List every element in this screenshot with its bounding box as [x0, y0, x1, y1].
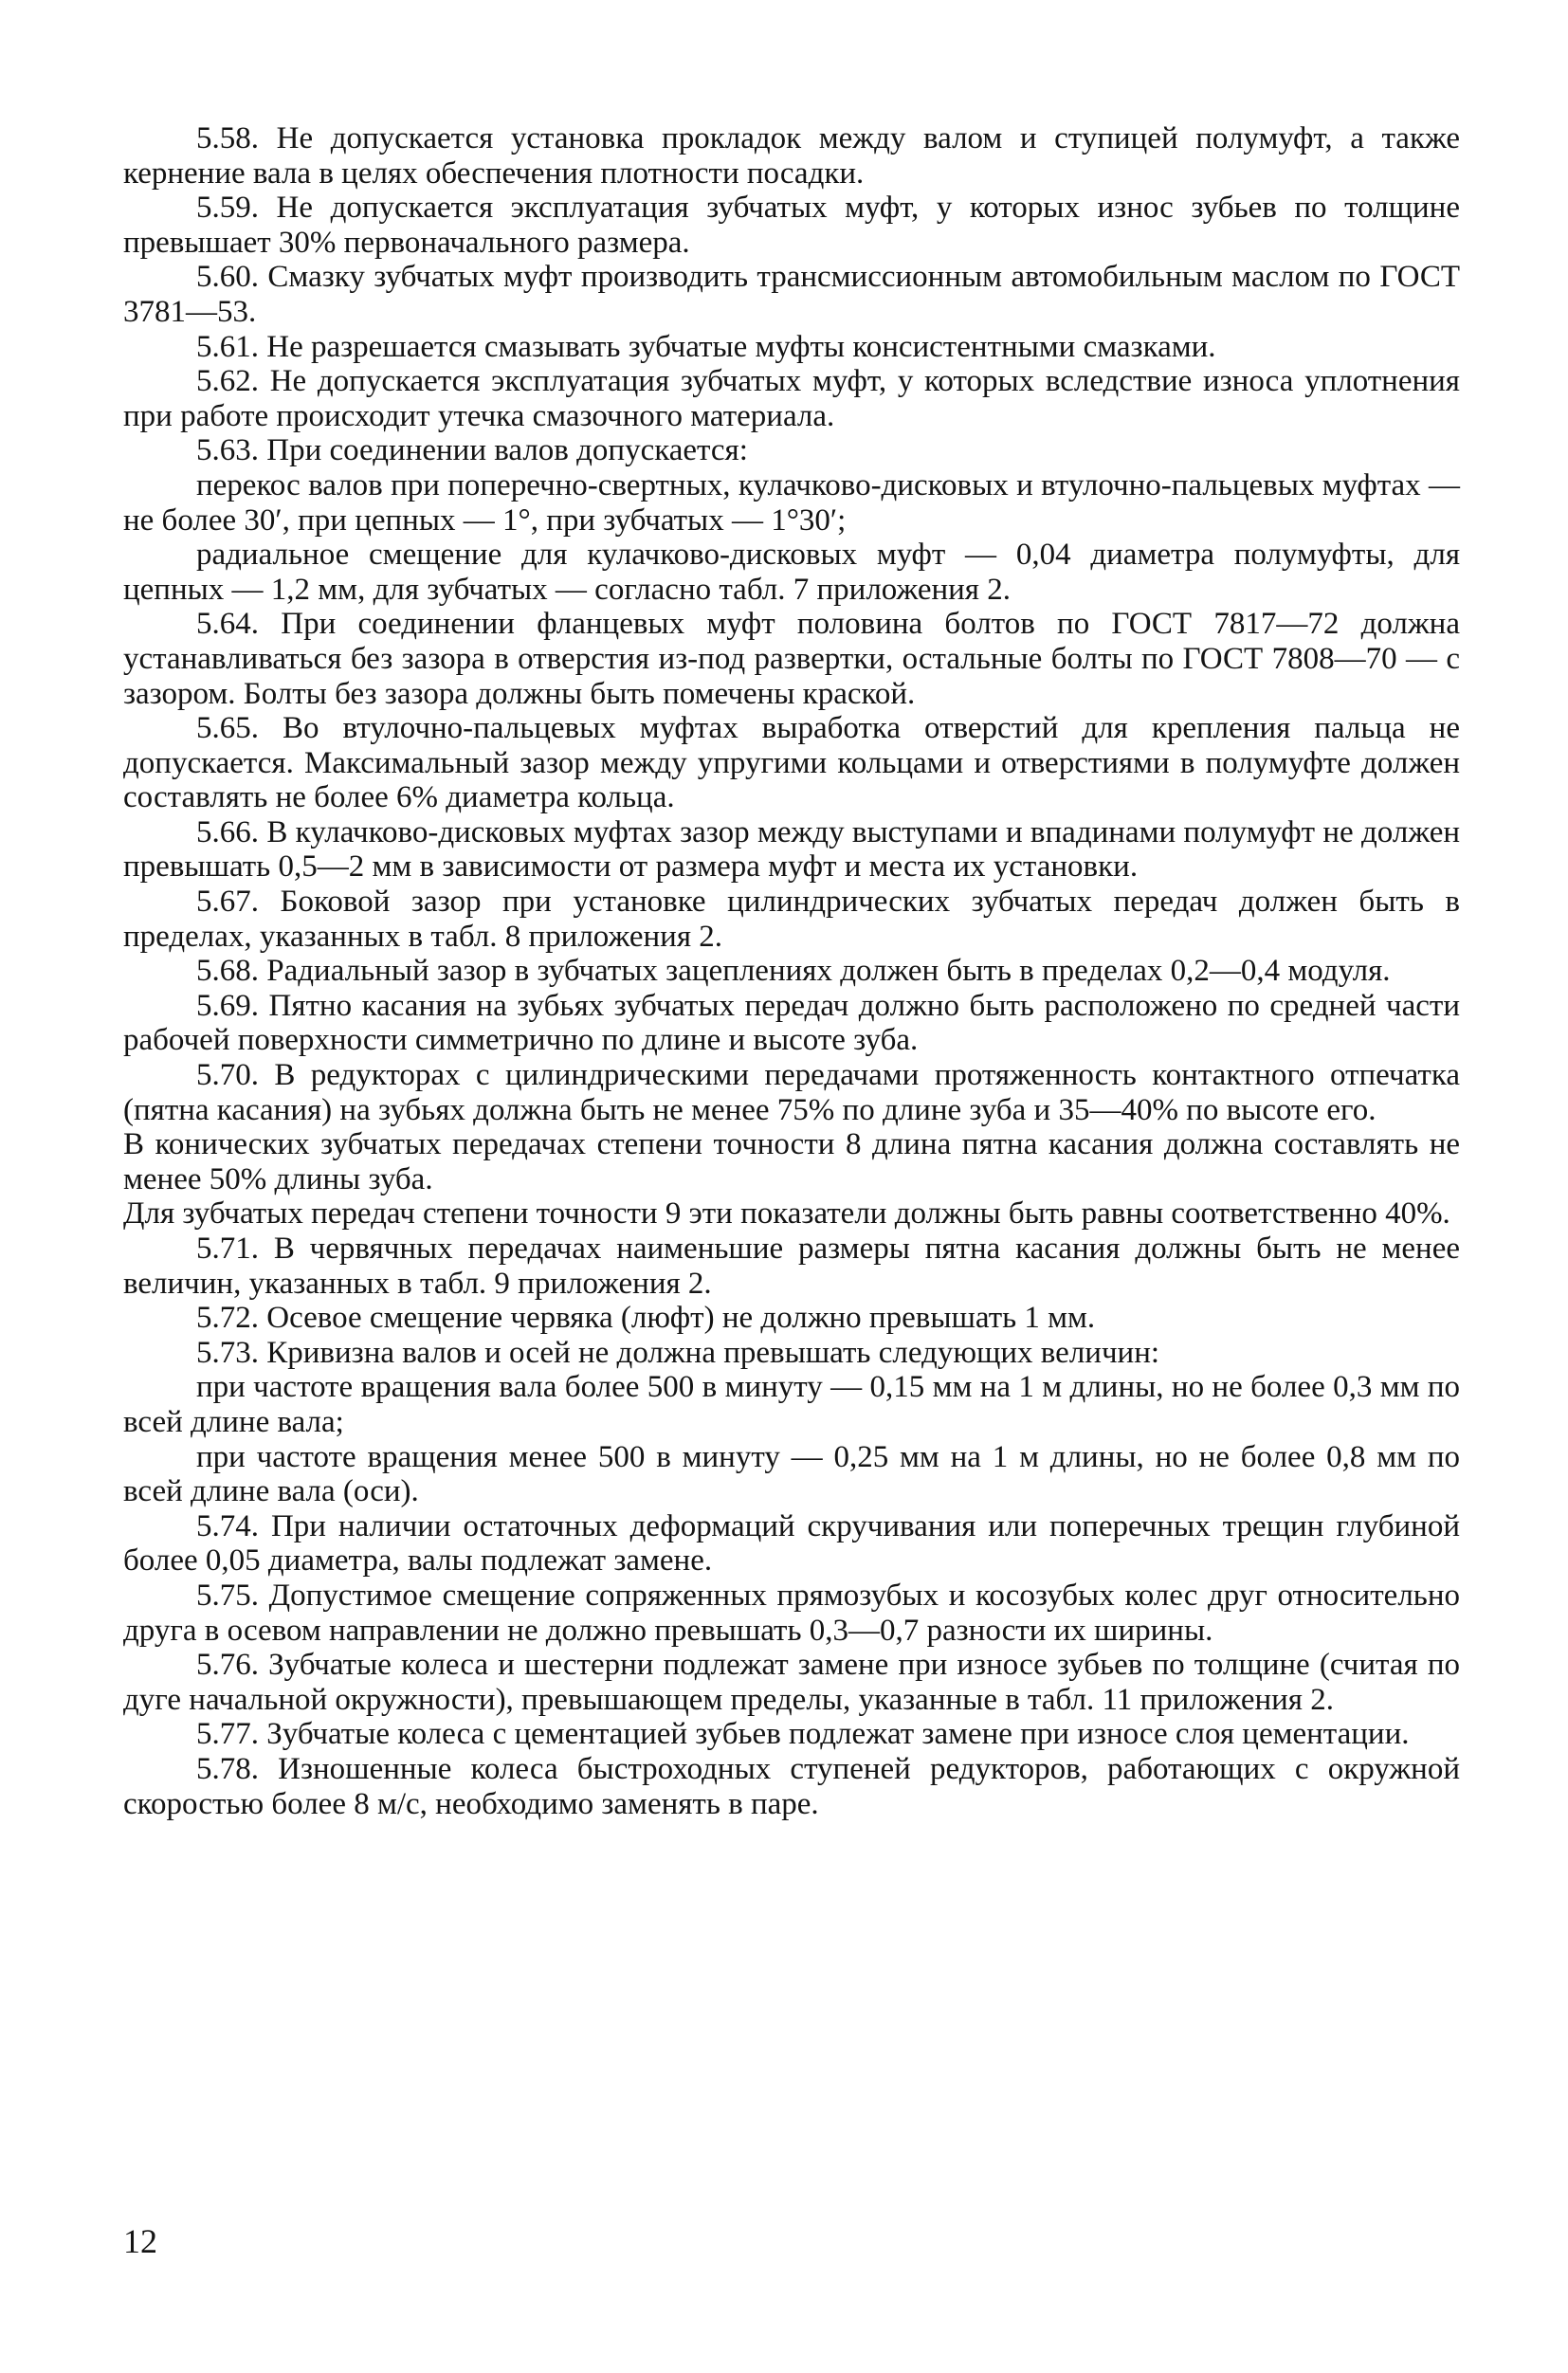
- paragraph-5-58: 5.58. Не допускается установка прокладок между валом и ступицей полумуфт, а также кернение вала в целях обеспечения плотности посадки.: [123, 121, 1460, 191]
- paragraph-5-73-above-500: при частоте вращения вала более 500 в минуту — 0,15 мм на 1 м длины, но не более 0,3 мм по всей длине вала;: [123, 1370, 1460, 1439]
- paragraph-5-71: 5.71. В червячных передачах наименьшие размеры пятна касания должны быть не менее величин, указанных в табл. 9 приложения 2.: [123, 1232, 1460, 1301]
- paragraph-5-69: 5.69. Пятно касания на зубьях зубчатых передач должно быть расположено по средней части рабочей поверхности симметрично по длине и высоте зуба.: [123, 988, 1460, 1058]
- paragraph-5-63-misalignment: перекос валов при поперечно-свертных, кулачково-дисковых и втулочно-пальцевых муфтах — не более 30′, при цепных — 1°, при зубчатых — 1°30′;: [123, 467, 1460, 538]
- paragraph-5-70: 5.70. В редукторах с цилиндрическими передачами протяженность контактного отпечатка (пятна касания) на зубьях должна быть не менее 75% по длине зуба и 35—40% по высоте его.: [123, 1058, 1460, 1127]
- paragraph-5-65: 5.65. Во втулочно-пальцевых муфтах выработка отверстий для крепления пальца не допускается. Максимальный зазор между упругими кольцами и отверстиями в полумуфте должен составлять не более 6% диаметра кольца.: [123, 711, 1460, 815]
- paragraph-5-68: 5.68. Радиальный зазор в зубчатых зацеплениях должен быть в пределах 0,2—0,4 модуля.: [196, 954, 1391, 989]
- paragraph-5-64: 5.64. При соединении фланцевых муфт половина болтов по ГОСТ 7817—72 должна устанавливаться без зазора в отверстия из-под развертки, остальные болты по ГОСТ 7808—70 — с зазором. Болты без зазора должны быть помечены краской.: [123, 607, 1460, 711]
- paragraph-5-61: 5.61. Не разрешается смазывать зубчатые муфты консистентными смазками.: [196, 329, 1216, 364]
- paragraph-5-70-conical: В конических зубчатых передачах степени точности 8 длина пятна касания должна составлять не менее 50% длины зуба.: [123, 1127, 1460, 1196]
- paragraph-5-74: 5.74. При наличии остаточных деформаций скручивания или поперечных трещин глубиной более 0,05 диаметра, валы подлежат замене.: [123, 1508, 1460, 1579]
- page-number: 12: [123, 2222, 157, 2260]
- paragraph-5-67: 5.67. Боковой зазор при установке цилиндрических зубчатых передач должен быть в пределах, указанных в табл. 8 приложения 2.: [123, 885, 1460, 954]
- paragraph-5-77: 5.77. Зубчатые колеса с цементацией зубьев подлежат замене при износе слоя цементации.: [196, 1717, 1410, 1752]
- paragraph-5-78: 5.78. Изношенные колеса быстроходных ступеней редукторов, работающих с окружной скоростью более 8 м/с, необходимо заменять в паре.: [123, 1751, 1460, 1821]
- paragraph-5-66: 5.66. В кулачково-дисковых муфтах зазор между выступами и впадинами полумуфт не должен превышать 0,5—2 мм в зависимости от размера муфт и места их установки.: [123, 814, 1460, 885]
- paragraph-5-63-radial-offset: радиальное смещение для кулачково-дисковых муфт — 0,04 диаметра полумуфты, для цепных — 1,2 мм, для зубчатых — согласно табл. 7 приложения 2.: [123, 538, 1460, 607]
- paragraph-5-73: 5.73. Кривизна валов и осей не должна превышать следующих величин:: [196, 1335, 1160, 1370]
- paragraph-5-76: 5.76. Зубчатые колеса и шестерни подлежат замене при износе зубьев по толщине (считая по дуге начальной окружности), превышающем пределы, указанные в табл. 11 приложения 2.: [123, 1648, 1460, 1717]
- paragraph-5-60: 5.60. Смазку зубчатых муфт производить трансмиссионным автомобильным маслом по ГОСТ 3781—53.: [123, 260, 1460, 329]
- paragraph-5-73-below-500: при частоте вращения менее 500 в минуту — 0,25 мм на 1 м длины, но не более 0,8 мм по всей длине вала (оси).: [123, 1439, 1460, 1509]
- paragraph-5-59: 5.59. Не допускается эксплуатация зубчатых муфт, у которых износ зубьев по толщине превышает 30% первоначального размера.: [123, 191, 1460, 260]
- paragraph-5-62: 5.62. Не допускается эксплуатация зубчатых муфт, у которых вследствие износа уплотнения при работе происходит утечка смазочного материала.: [123, 364, 1460, 433]
- paragraph-5-70-degree-9: Для зубчатых передач степени точности 9 эти показатели должны быть равны соответственно 40%.: [123, 1196, 1450, 1232]
- paragraph-5-72: 5.72. Осевое смещение червяка (люфт) не должно превышать 1 мм.: [196, 1301, 1096, 1336]
- paragraph-5-63: 5.63. При соединении валов допускается:: [196, 433, 748, 468]
- document-body: [123, 121, 1460, 1821]
- paragraph-5-75: 5.75. Допустимое смещение сопряженных прямозубых и косозубых колес друг относительно друга в осевом направлении не должно превышать 0,3—0,7 разности их ширины.: [123, 1578, 1460, 1648]
